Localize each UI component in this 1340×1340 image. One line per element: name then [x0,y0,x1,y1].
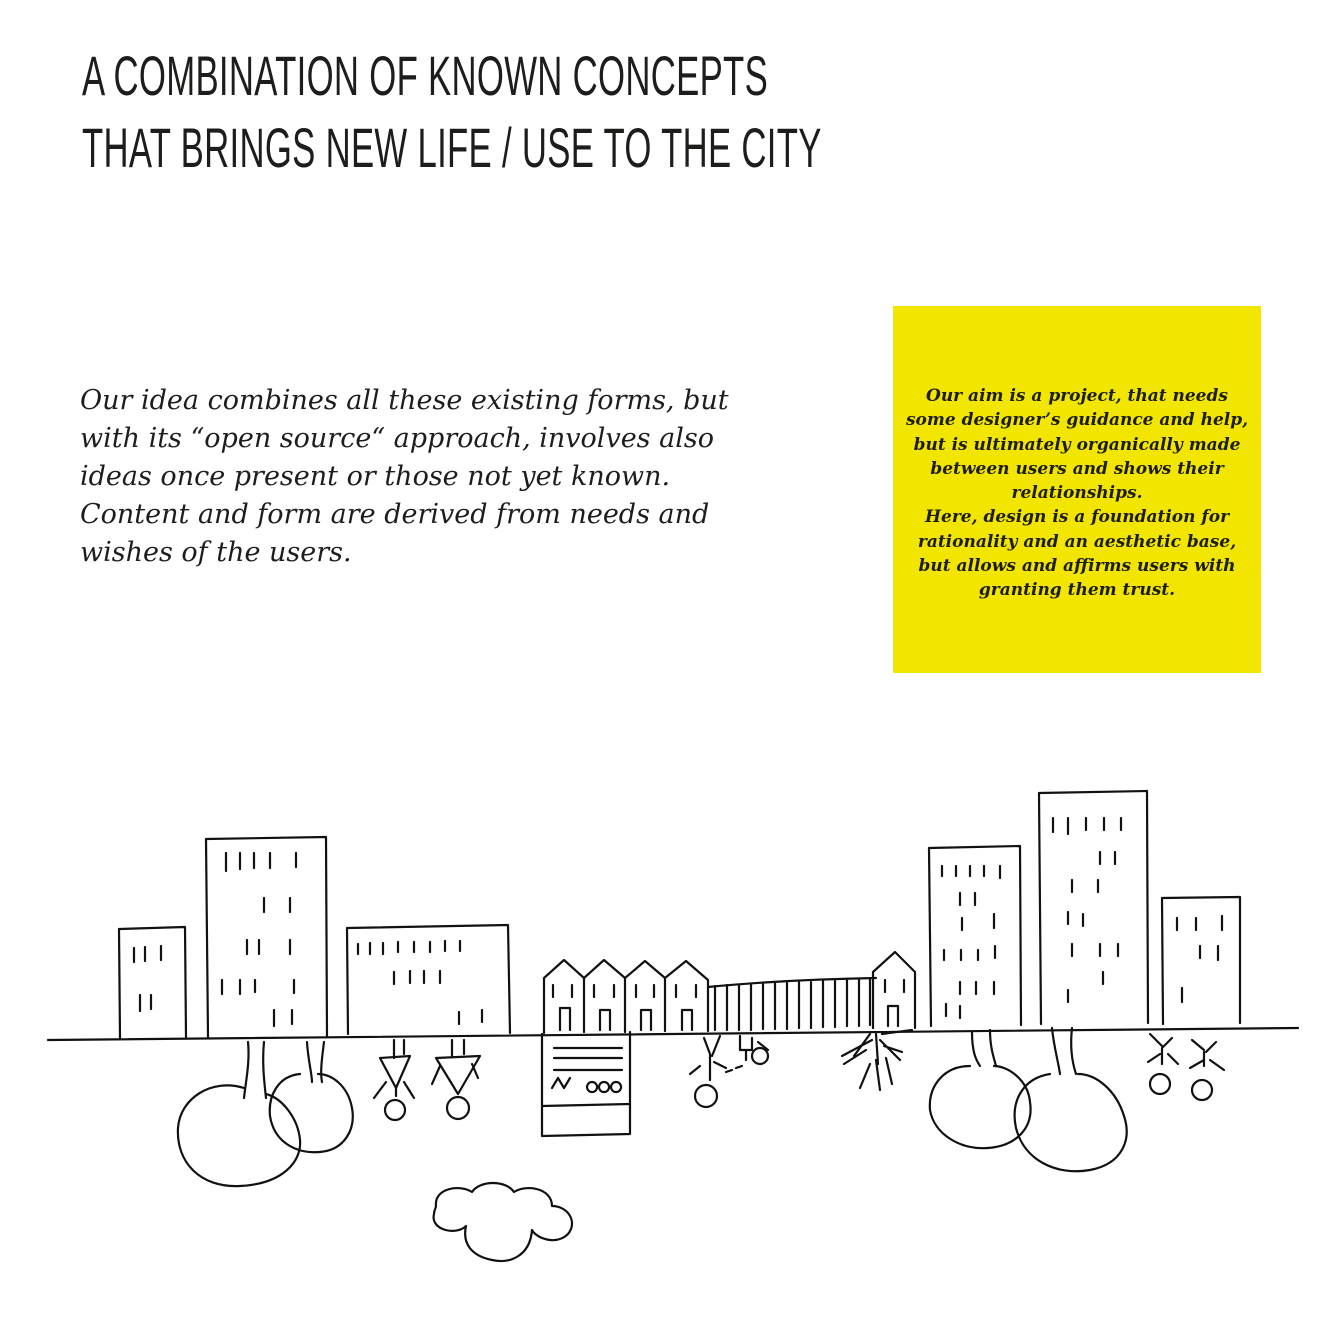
intro-line: ideas once present or those not yet known. [80,461,671,492]
intro-line: Content and form are derived from needs and [80,499,710,530]
callout-line: some designer’s guidance and help, [905,410,1249,431]
figure-upside-down-1 [374,1040,414,1120]
figure-upside-down-2 [432,1040,480,1119]
tree-left-pair [178,1042,353,1186]
building-small-left [119,927,186,1038]
figure-right-2 [1190,1040,1224,1100]
building-mid-right [929,846,1021,1026]
callout-line: Here, design is a foundation for [924,507,1230,528]
cloud-shape [434,1183,572,1261]
building-tall-left [206,837,327,1037]
callout-line: relationships. [1011,483,1143,504]
market-stall [542,1032,630,1136]
intro-line: wishes of the users. [80,537,352,568]
house-right [873,952,915,1028]
callout-line: but is ultimately organically made [913,434,1241,455]
callout-line: between users and shows their [930,458,1224,479]
callout-line: Our aim is a project, that needs [926,386,1228,406]
figure-right-1 [1148,1034,1178,1094]
title-line-1: A COMBINATION OF KNOWN CONCEPTS [82,44,769,107]
callout-line: granting them trust. [978,580,1176,601]
callout-line: rationality and an aesthetic base, [917,531,1237,552]
title-line-2: THAT BRINGS NEW LIFE / USE TO THE CITY [82,116,822,179]
figure-playing-2 [726,1036,768,1072]
bush-sketch [842,1030,912,1090]
callout-line: but allows and affirms users with [918,556,1236,577]
ground-line [48,1028,1298,1040]
building-wide-left [347,925,510,1034]
intro-line: with its “open source“ approach, involves also [80,423,714,454]
fence [708,978,876,1030]
building-right-edge [1162,897,1240,1024]
intro-line: Our idea combines all these existing forms, but [80,385,729,416]
building-tallest-right [1039,791,1148,1024]
row-houses [544,960,708,1033]
figure-playing-1 [690,1036,726,1107]
tree-right-pair [930,1028,1127,1171]
